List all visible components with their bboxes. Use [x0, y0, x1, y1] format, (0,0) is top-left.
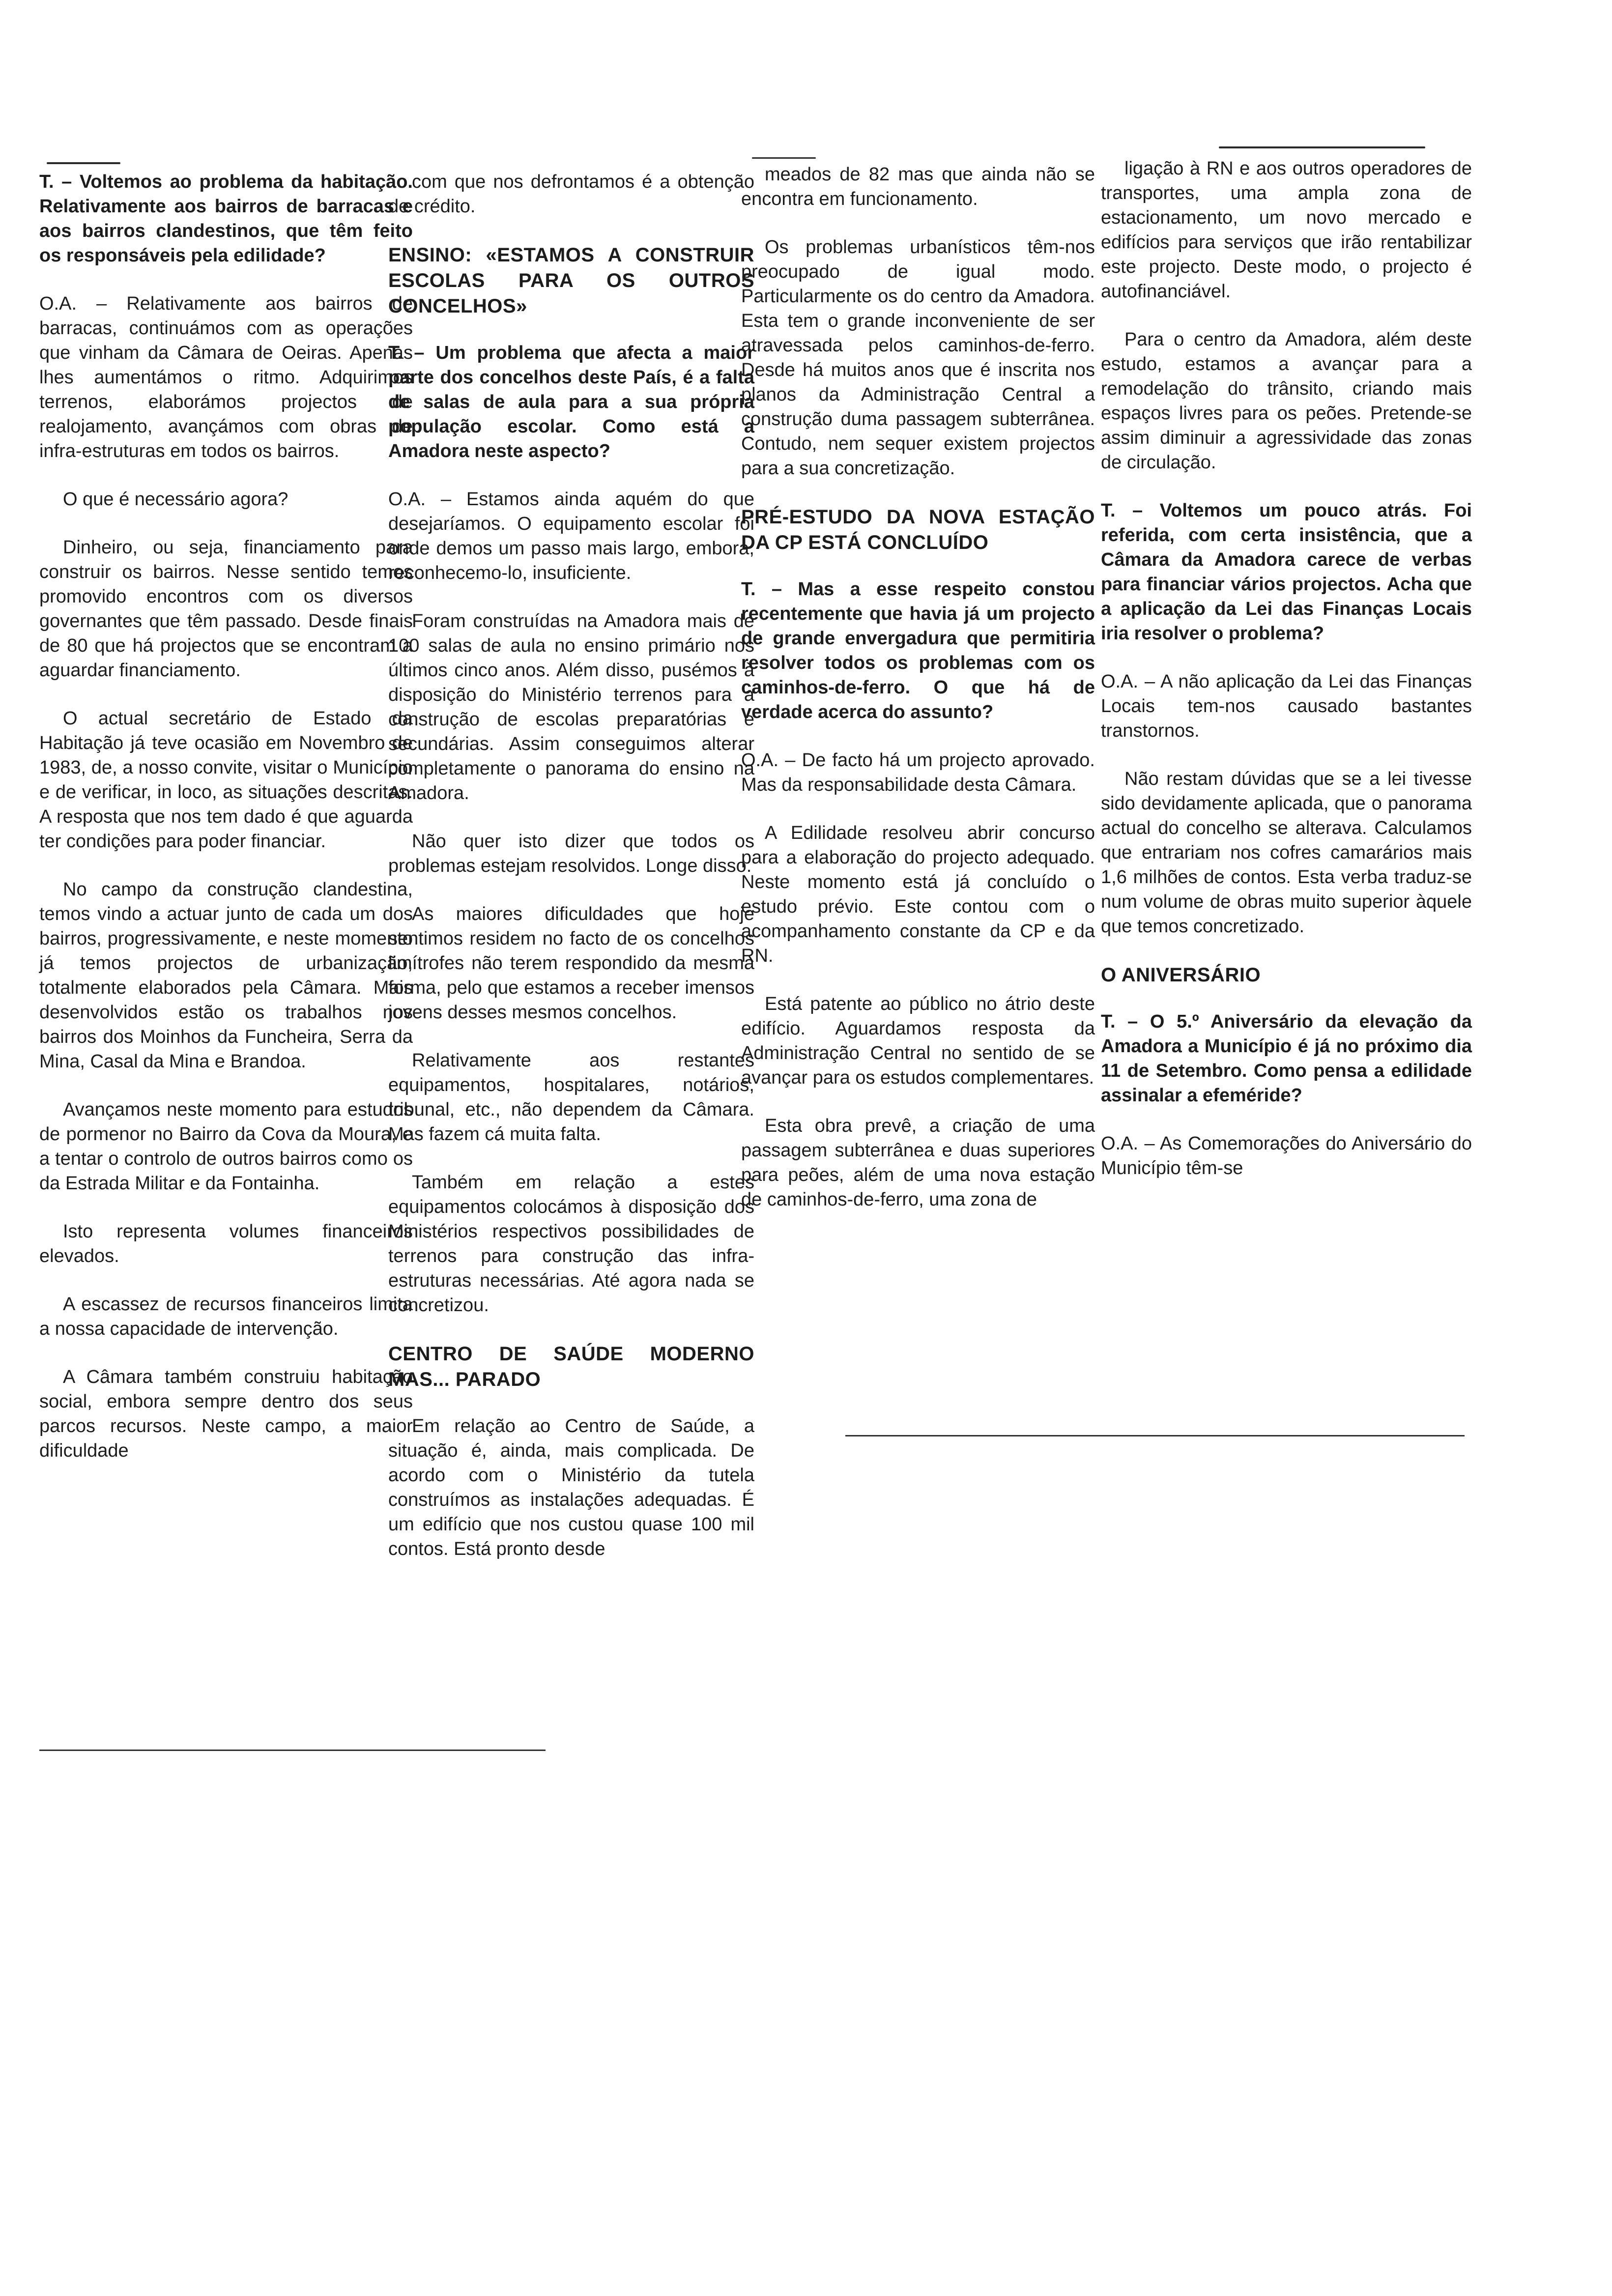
- interview-answer: [39, 291, 413, 463]
- speaker-label: O.A. –: [388, 489, 452, 510]
- speaker-label: O.A. –: [1101, 1133, 1155, 1154]
- scan-noise: [752, 157, 816, 159]
- paragraph: com que nos defrontamos é a obtenção de crédito.: [388, 172, 754, 217]
- article-column-2: [388, 170, 754, 1585]
- paragraph: meados de 82 mas que ainda não se encontra em funcionamento.: [741, 164, 1095, 209]
- section-heading: PRÉ-ESTUDO DA NOVA ESTAÇÃO DA CP ESTÁ CONCLUÍDO: [741, 506, 1095, 553]
- paragraph: A escassez de recursos financeiros limita a nossa capacidade de intervenção.: [39, 1294, 413, 1339]
- paragraph: Não quer isto dizer que todos os problemas estejam resolvidos. Longe disso.: [388, 831, 754, 876]
- paragraph: Não restam dúvidas que se a lei tivesse sido devidamente aplicada, que o panorama actual do concelho se alterava. Calculamos que entrariam nos cofres camarários mais 1,6 milhões de contos. Esta verba traduz-se num volume de obras muito superior àquele que temos concretizado.: [1101, 769, 1472, 937]
- interview-question: T. – Um problema que afecta a maior parte dos concelhos deste País, é a falta de salas de aula para a sua própria população escolar. Como está a Amadora neste aspecto?: [388, 343, 754, 461]
- paragraph: A Câmara também construiu habitação social, embora sempre dentro dos seus parcos recursos. Neste campo, a maior dificuldade: [39, 1367, 413, 1461]
- interview-answer: [388, 487, 754, 585]
- answer-text: Estamos ainda aquém do que desejaríamos. O equipamento escolar foi onde demos um passo mais largo, embora, reconhecemo-lo, insuficiente.: [388, 489, 754, 583]
- section-heading: CENTRO DE SAÚDE MODERNO MAS... PARADO: [388, 1343, 754, 1390]
- paragraph: Foram construídas na Amadora mais de 100 salas de aula no ensino primário nos últimos cinco anos. Além disso, pusémos à disposição do Ministério terrenos para a construção de escolas preparatórias e secundárias. Assim conseguimos alterar completamente o panorama do ensino na Amadora.: [388, 611, 754, 804]
- paragraph: A Edilidade resolveu abrir concurso para a elaboração do projecto adequado. Neste momento está já concluído o estudo prévio. Este contou com o acompanhamento constante da CP e da RN.: [741, 823, 1095, 966]
- paragraph: O que é necessário agora?: [63, 489, 288, 510]
- article-column-4: [1101, 156, 1472, 1204]
- paragraph: Também em relação a estes equipamentos colocámos à disposição dos Ministérios respectivos possibilidades de terrenos para construção das infra-estruturas necessárias. Até agora nada se concretizou.: [388, 1172, 754, 1316]
- answer-text: Relativamente aos bairros de barracas, continuámos com as operações que vinham da Câmara de Oeiras. Apenas lhes aumentámos o ritmo. Adquirimos terrenos, elaborámos projectos de realojamento, avançámos com obras de infra-estruturas em todos os bairros.: [39, 293, 413, 461]
- bottom-rule-right: [845, 1435, 1465, 1436]
- article-column-3: [741, 162, 1095, 1235]
- scan-noise: [1219, 146, 1425, 148]
- interview-question: T. – O 5.º Aniversário da elevação da Amadora a Município é já no próximo dia 11 de Setembro. Como pensa a edilidade assinalar a efeméride?: [1101, 1011, 1472, 1106]
- paragraph: Avançamos neste momento para estudos de pormenor no Bairro da Cova da Moura, e a tentar o controlo de outros bairros como os da Estrada Militar e da Fontainha.: [39, 1099, 413, 1194]
- section-heading: ENSINO: «ESTAMOS A CONSTRUIR ESCOLAS PARA OS OUTROS CONCELHOS»: [388, 244, 754, 317]
- paragraph: Dinheiro, ou seja, financiamento para construir os bairros. Nesse sentido temos promovido encontros com os diversos governantes que têm passado. Desde finais de 80 que há projectos que se encontram a aguardar financiamento.: [39, 537, 413, 681]
- interview-question: T. – Voltemos ao problema da habitação. Relativamente aos bairros de barracas e aos bairros clandestinos, que têm feito os responsáveis pela edilidade?: [39, 172, 413, 266]
- scan-noise: [47, 162, 120, 164]
- speaker-label: O.A. –: [39, 293, 107, 314]
- speaker-label: O.A. –: [741, 750, 796, 771]
- interview-question: T. – Mas a esse respeito constou recentemente que havia já um projecto de grande envergadura que permitiria resolver todos os problemas com os caminhos-de-ferro. O que há de verdade acerca do assunto?: [741, 579, 1095, 722]
- paragraph: Está patente ao público no átrio deste edifício. Aguardamos resposta da Administração Central no sentido de se avançar para os estudos complementares.: [741, 994, 1095, 1088]
- interview-answer: [1101, 1131, 1472, 1180]
- speaker-label: O.A. –: [1101, 671, 1155, 692]
- paragraph: No campo da construção clandestina, temos vindo a actuar junto de cada um dos bairros, progressivamente, e neste momento já temos projectos de urbanização, totalmente elaborados pela Câmara. Mais desenvolvidos estão os trabalhos nos bairros dos Moinhos da Funcheira, Serra da Mina, Casal da Mina e Brandoa.: [39, 879, 413, 1072]
- section-heading: O ANIVERSÁRIO: [1101, 964, 1261, 986]
- interview-answer: [1101, 669, 1472, 743]
- paragraph: Os problemas urbanísticos têm-nos preocupado de igual modo. Particularmente os do centro da Amadora. Esta tem o grande inconveniente de ser atravessada pelos caminhos-de-ferro. Desde há muitos anos que é inscrita nos planos da Administração Central a construção duma passagem subterrânea. Contudo, nem sequer existem projectos para a sua concretização.: [741, 237, 1095, 479]
- paragraph: ligação à RN e aos outros operadores de transportes, uma ampla zona de estacionamento, um novo mercado e edifícios para serviços que irão rentabilizar este projecto. Deste modo, o projecto é autofinanciável.: [1101, 158, 1472, 302]
- answer-text: A não aplicação da Lei das Finanças Locais tem-nos causado bastantes transtornos.: [1101, 671, 1472, 741]
- paragraph: Esta obra prevê, a criação de uma passagem subterrânea e duas superiores para peões, além de uma nova estação de caminhos-de-ferro, uma zona de: [741, 1116, 1095, 1210]
- paragraph: Relativamente aos restantes equipamentos, hospitalares, notários, tribunal, etc., não dependem da Câmara. Mas fazem cá muita falta.: [388, 1050, 754, 1145]
- article-column-1: [39, 170, 413, 1487]
- bottom-rule-left: [39, 1750, 546, 1751]
- interview-question: T. – Voltemos um pouco atrás. Foi referida, com certa insistência, que a Câmara da Amadora carece de verbas para financiar vários projectos. Acha que a aplicação da Lei das Finanças Locais iria resolver o problema?: [1101, 500, 1472, 644]
- paragraph: O actual secretário de Estado da Habitação já teve ocasião em Novembro de 1983, de, a nosso convite, visitar o Município e de verificar, in loco, as situações descritas. A resposta que nos tem dado é que aguarda ter condições para poder financiar.: [39, 708, 413, 852]
- paragraph: Isto representa volumes financeiros elevados.: [39, 1221, 413, 1266]
- interview-answer: [741, 748, 1095, 797]
- answer-text: De facto há um projecto aprovado. Mas da responsabilidade desta Câmara.: [741, 750, 1095, 795]
- paragraph: Para o centro da Amadora, além deste estudo, estamos a avançar para a remodelação do trânsito, criando mais espaços livres para os peões. Pretende-se assim diminuir a agressividade das zonas de circulação.: [1101, 329, 1472, 473]
- paragraph: As maiores dificuldades que hoje sentimos residem no facto de os concelhos limítrofes não terem respondido da mesma forma, pelo que estamos a receber imensos jovens desses mesmos concelhos.: [388, 904, 754, 1023]
- answer-text: As Comemorações do Aniversário do Município têm-se: [1101, 1133, 1472, 1178]
- paragraph: Em relação ao Centro de Saúde, a situação é, ainda, mais complicada. De acordo com o Ministério da tutela construímos as instalações adequadas. É um edifício que nos custou quase 100 mil contos. Está pronto desde: [388, 1416, 754, 1559]
